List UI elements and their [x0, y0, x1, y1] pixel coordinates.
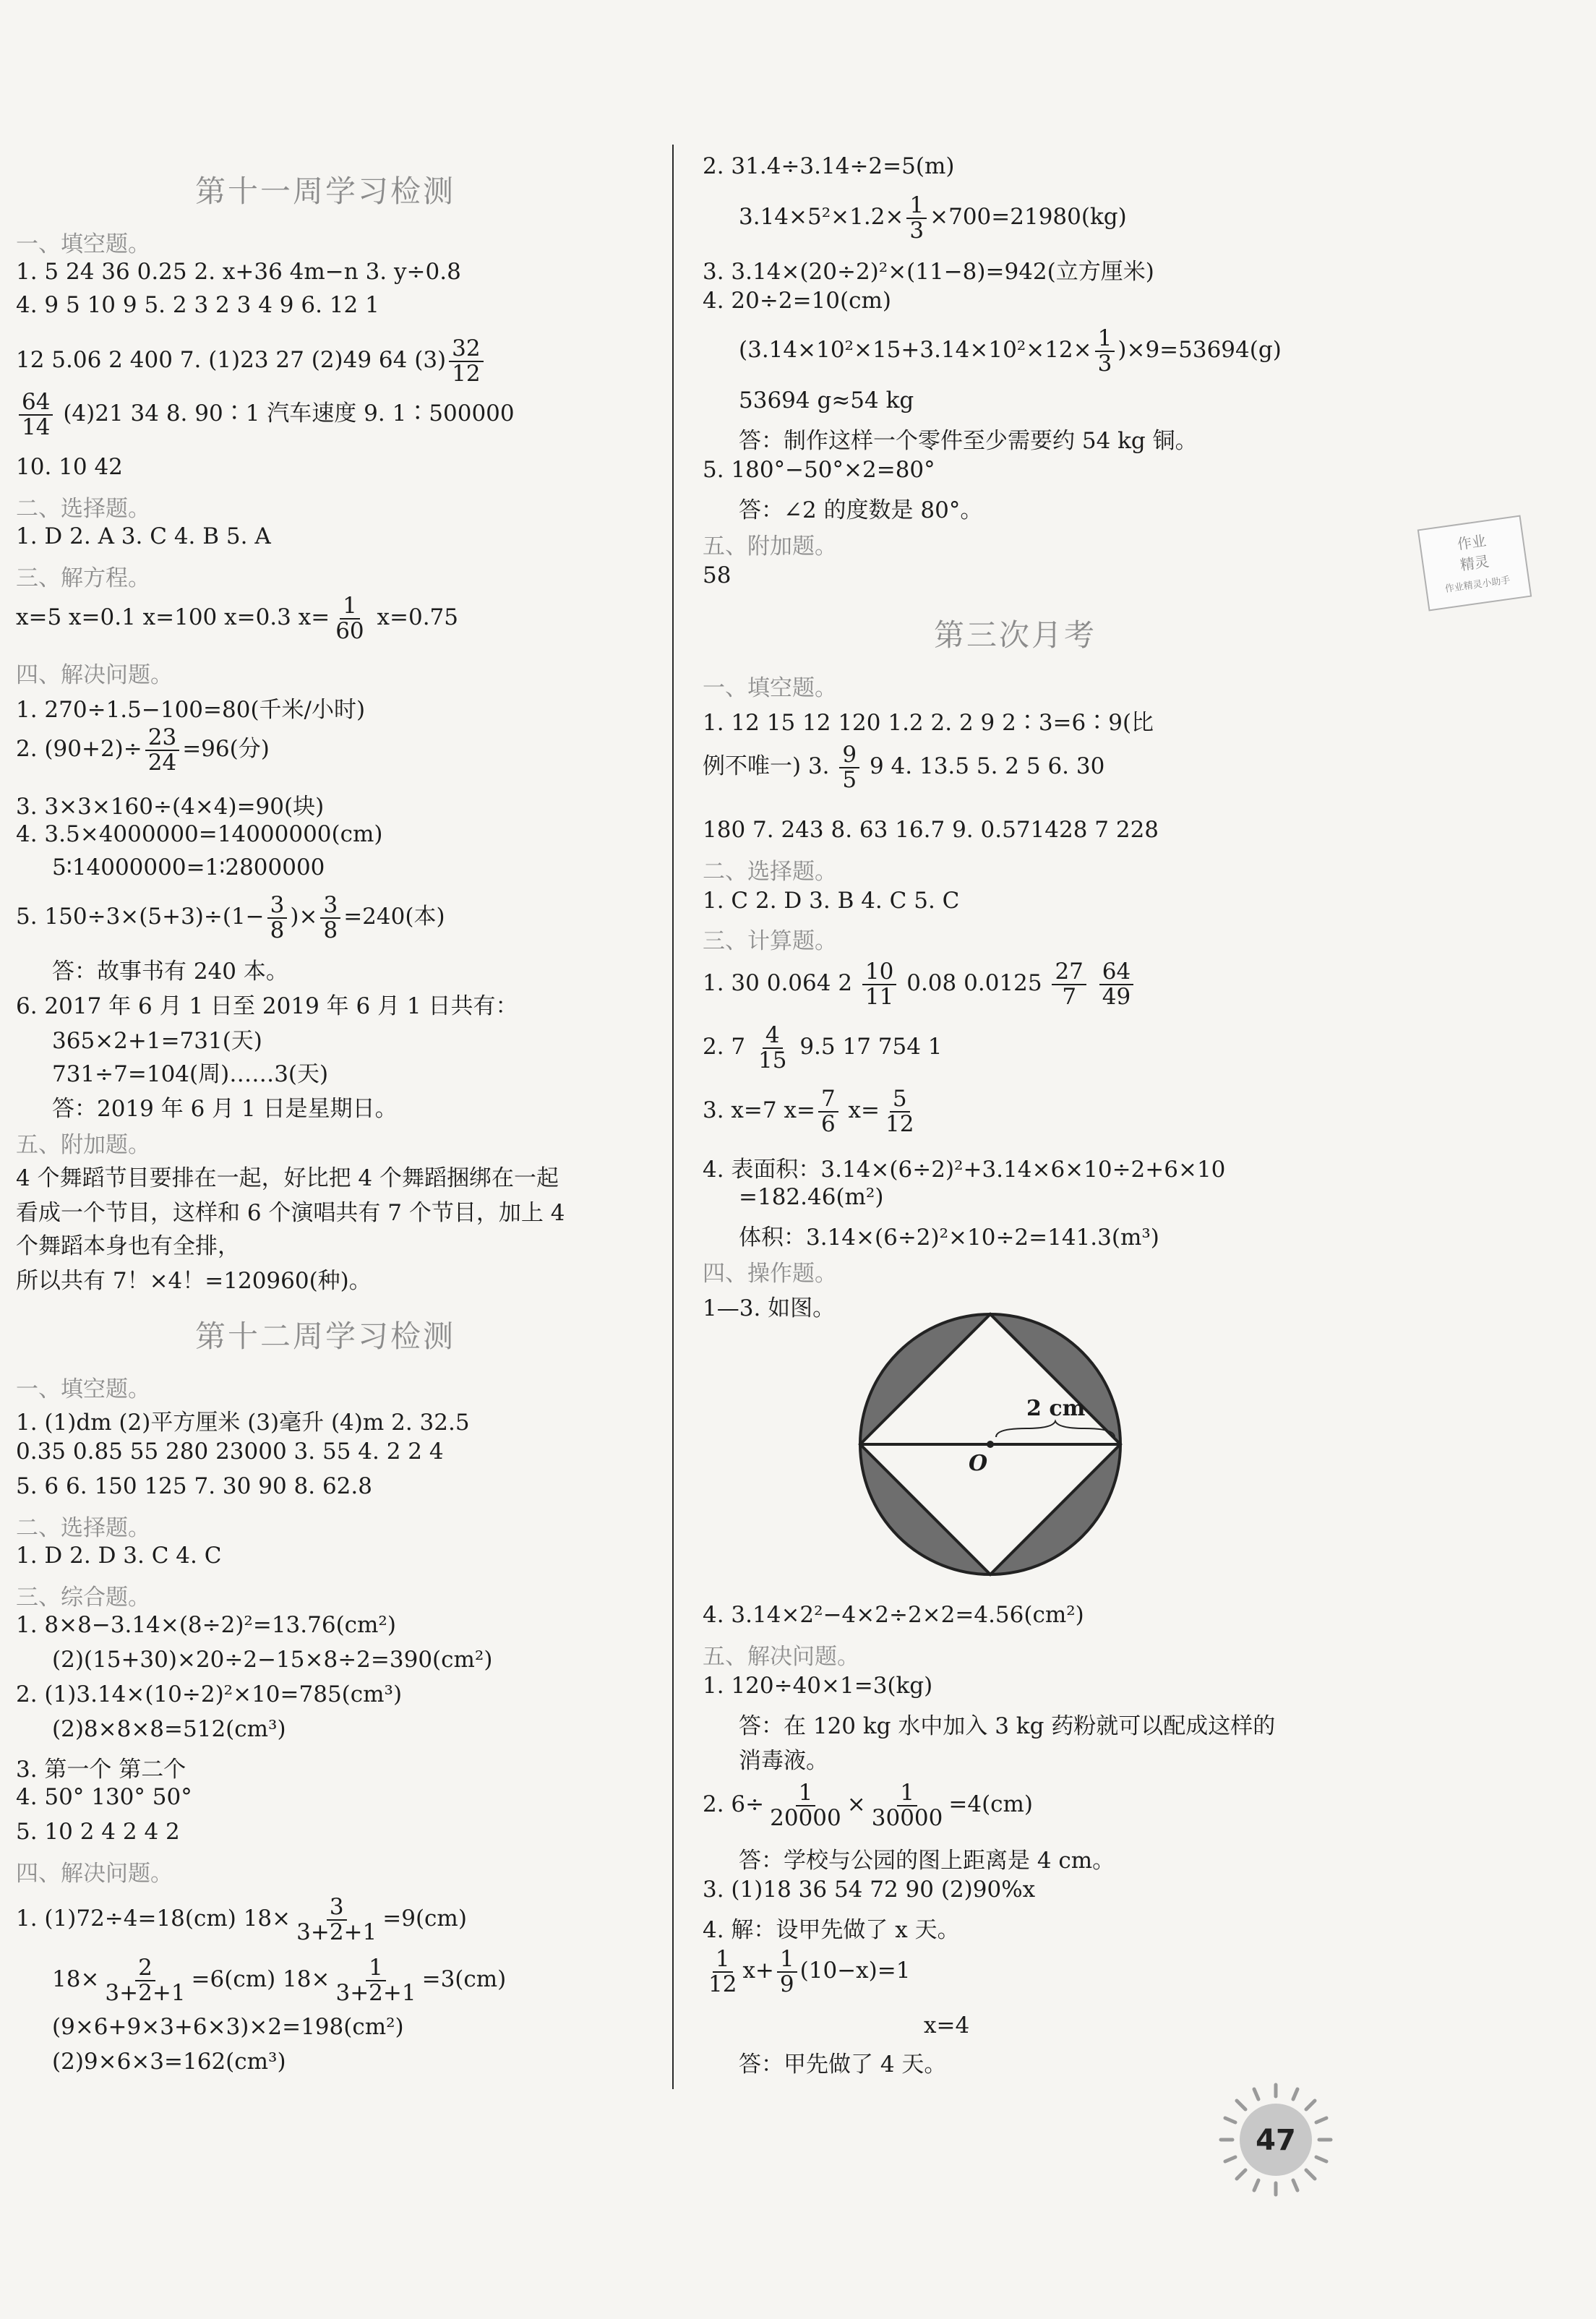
answer-line: 答：2019 年 6 月 1 日是星期日。: [52, 1096, 398, 1122]
answer-line: 1—3. 如图。: [703, 1295, 836, 1321]
fraction: $\frac{64}{49}$: [1099, 960, 1133, 1008]
fraction: $\frac{64}{14}$: [19, 390, 53, 439]
answer-line: 1. (1)dm (2)平方厘米 (3)毫升 (4)m 2. 32.5: [16, 1410, 470, 1436]
answer-line: 3. 第一个 第二个: [16, 1757, 186, 1783]
fraction: $\frac{1}{3}$: [906, 194, 927, 242]
answer-line: 看成一个节目，这样和 6 个演唱共有 7 个节目，加上 4: [16, 1200, 565, 1226]
section-heading: 四、操作题。: [703, 1261, 837, 1287]
fraction: $\frac{10}{11}$: [862, 960, 896, 1008]
fraction: $\frac{5}{12}$: [885, 1086, 914, 1137]
answer-line: $\frac{64}{14}$ (4)21 34 8. 90∶1 汽车速度 9. 1∶500000: [16, 390, 515, 439]
answer-line: (2)9×6×3=162(cm³): [52, 2049, 286, 2075]
answer-line: 12 5.06 2 400 7. (1)23 27 (2)49 64 (3) $\frac{32}{12}$: [16, 337, 486, 385]
answer-line: 1. 12 15 12 120 1.2 2. 2 9 2∶3=6∶9(比: [703, 710, 1154, 736]
fraction: $\frac{4}{15}$: [758, 1022, 787, 1073]
answer-line: 4. 9 5 10 9 5. 2 3 2 3 4 9 6. 12 1: [16, 292, 379, 318]
answer-line: 答：甲先做了 4 天。: [739, 2052, 947, 2078]
answer-line: 1. 270÷1.5−100=80(千米/小时): [16, 697, 366, 723]
section-heading: 五、附加题。: [16, 1132, 150, 1158]
section-heading: 四、解决问题。: [16, 662, 173, 688]
page-number-badge: [1218, 2082, 1334, 2198]
answer-line: 2. 6÷ $\frac{1}{20000}$ × $\frac{1}{30000}$ =4(cm): [703, 1780, 1034, 1831]
answer-line: 58: [703, 562, 732, 588]
answer-line: 6. 2017 年 6 月 1 日至 2019 年 6 月 1 日共有：: [16, 993, 518, 1019]
answer-line: 4. 解：设甲先做了 x 天。: [703, 1917, 960, 1943]
fraction: $\frac{7}{6}$: [818, 1087, 838, 1136]
answer-line: 1. 5 24 36 0.25 2. x+36 4m−n 3. y÷0.8: [16, 259, 461, 285]
answer-line: 5. 10 2 4 2 4 2: [16, 1819, 180, 1845]
answer-line: =182.46(m²): [739, 1184, 884, 1210]
figure-center-label: O: [969, 1451, 988, 1476]
fraction: $\frac{1}{3}$: [1095, 327, 1115, 375]
fraction: $\frac{1}{60}$: [335, 593, 364, 644]
section-title: 第三次月考: [934, 617, 1097, 653]
answer-line: x=4: [924, 2012, 970, 2039]
answer-line: x=5 x=0.1 x=100 x=0.3 x= $\frac{1}{60}$ x=0.75: [16, 593, 458, 644]
section-heading: 五、附加题。: [703, 533, 837, 560]
answer-line: 2. (90+2)÷ $\frac{23}{24}$ =96(分): [16, 724, 270, 776]
section-heading: 五、解决问题。: [703, 1644, 859, 1670]
fraction: $\frac{9}{5}$: [839, 743, 859, 792]
page-number: 47: [1256, 2124, 1296, 2157]
fraction: $\frac{1}{12}$: [708, 1946, 737, 1997]
section-heading: 三、计算题。: [703, 928, 837, 954]
section-heading: 二、选择题。: [703, 859, 837, 885]
answer-line: 答：学校与公园的图上距离是 4 cm。: [739, 1848, 1115, 1874]
watermark-stamp: 作业 精灵 作业精灵小助手: [1417, 515, 1532, 612]
answer-line: 18× $\frac{2}{3+2+1}$ =6(cm) 18× $\frac{1}{3+2+1}$ =3(cm): [52, 1955, 507, 2006]
fraction: $\frac{27}{7}$: [1052, 960, 1086, 1008]
section-heading: 三、综合题。: [16, 1585, 150, 1611]
answer-line: 1. (1)72÷4=18(cm) 18× $\frac{3}{3+2+1}$ =9(cm): [16, 1894, 467, 1945]
answer-line: 2. (1)3.14×(10÷2)²×10=785(cm³): [16, 1681, 403, 1707]
answer-line: 0.35 0.85 55 280 23000 3. 55 4. 2 2 4: [16, 1439, 444, 1465]
answer-line: 5. 180°−50°×2=80°: [703, 457, 935, 483]
answer-line: 180 7. 243 8. 63 16.7 9. 0.571428 7 228: [703, 817, 1159, 843]
answer-line: 2. 31.4÷3.14÷2=5(m): [703, 153, 955, 179]
answer-line: 答：制作这样一个零件至少需要约 54 kg 铜。: [739, 428, 1198, 454]
answer-line: 4. 20÷2=10(cm): [703, 288, 891, 314]
answer-line: 3.14×5²×1.2× $\frac{1}{3}$ ×700=21980(kg): [739, 192, 1127, 244]
answer-line: (9×6+9×3+6×3)×2=198(cm²): [52, 2014, 404, 2040]
section-heading: 二、选择题。: [16, 1515, 150, 1541]
section-heading: 二、选择题。: [16, 496, 150, 522]
answer-line: 2. 7 $\frac{4}{15}$ 9.5 17 754 1: [703, 1022, 943, 1073]
answer-line: 5. 150÷3×(5+3)÷(1− $\frac{3}{8}$ )× $\frac{3}{8}$ =240(本): [16, 892, 445, 943]
section-heading: 三、解方程。: [16, 565, 150, 591]
figure-length-label: 2 cm: [1026, 1396, 1086, 1421]
answer-line: 4. 50° 130° 50°: [16, 1784, 192, 1810]
section-title: 第十二周学习检测: [195, 1319, 456, 1354]
answer-line: 所以共有 7！×4！=120960(种)。: [16, 1268, 372, 1294]
fraction: $\frac{1}{3+2+1}$: [335, 1955, 416, 2006]
fraction: $\frac{23}{24}$: [145, 726, 179, 774]
answer-line: (2)(15+30)×20÷2−15×8÷2=390(cm²): [52, 1647, 493, 1673]
answer-line: 答：故事书有 240 本。: [52, 959, 288, 985]
fraction: $\frac{1}{9}$: [777, 1947, 797, 1996]
section-heading: 一、填空题。: [703, 675, 837, 701]
answer-line: 5. 6 6. 150 125 7. 30 90 8. 62.8: [16, 1473, 372, 1499]
answer-line: 10. 10 42: [16, 454, 123, 480]
answer-line: 1. 120÷40×1=3(kg): [703, 1673, 933, 1699]
answer-line: (2)8×8×8=512(cm³): [52, 1716, 286, 1742]
section-title: 第十一周学习检测: [195, 173, 456, 209]
answer-line: 3. 3.14×(20÷2)²×(11−8)=942(立方厘米): [703, 259, 1154, 285]
answer-line: 365×2+1=731(天): [52, 1028, 262, 1054]
answer-line: 体积：3.14×(6÷2)²×10÷2=141.3(m³): [739, 1225, 1159, 1251]
section-heading: 一、填空题。: [16, 1376, 150, 1402]
answer-line: 4 个舞蹈节目要排在一起，好比把 4 个舞蹈捆绑在一起: [16, 1165, 559, 1191]
answer-line: 消毒液。: [739, 1748, 828, 1774]
fraction: $\frac{3}{8}$: [267, 893, 288, 942]
fraction: $\frac{32}{12}$: [449, 337, 483, 385]
answer-line: 例不唯一) 3. $\frac{9}{5}$ 9 4. 13.5 5. 2 5 6. 30: [703, 742, 1105, 793]
fraction: $\frac{2}{3+2+1}$: [105, 1955, 186, 2006]
answer-line: 1. C 2. D 3. B 4. C 5. C: [703, 888, 960, 914]
answer-line: 1. 8×8−3.14×(8÷2)²=13.76(cm²): [16, 1612, 396, 1638]
answer-line: $\frac{1}{12}$ x+ $\frac{1}{9}$ (10−x)=1: [703, 1947, 910, 1996]
answer-line: 1. D 2. A 3. C 4. B 5. A: [16, 523, 271, 549]
section-heading: 四、解决问题。: [16, 1861, 173, 1887]
fraction: $\frac{1}{20000}$: [770, 1780, 841, 1831]
answer-line: 3. (1)18 36 54 72 90 (2)90%x: [703, 1877, 1036, 1903]
section-heading: 一、填空题。: [16, 231, 150, 257]
answer-line: 答：∠2 的度数是 80°。: [739, 497, 983, 523]
answer-line: 4. 3.5×4000000=14000000(cm): [16, 821, 383, 847]
fraction: $\frac{1}{30000}$: [871, 1780, 943, 1831]
answer-line: 5∶14000000=1∶2800000: [52, 854, 325, 880]
answer-line: (3.14×10²×15+3.14×10²×12× $\frac{1}{3}$ )×9=53694(g): [739, 325, 1282, 377]
fraction: $\frac{3}{3+2+1}$: [296, 1894, 377, 1945]
answer-line: 个舞蹈本身也有全排，: [16, 1233, 240, 1259]
answer-line: 3. x=7 x= $\frac{7}{6}$ x= $\frac{5}{12}$: [703, 1087, 919, 1136]
answer-line: 4. 3.14×2²−4×2÷2×2=4.56(cm²): [703, 1602, 1084, 1628]
answer-line: 1. D 2. D 3. C 4. C: [16, 1543, 222, 1569]
answer-line: 答：在 120 kg 水中加入 3 kg 药粉就可以配成这样的: [739, 1713, 1276, 1739]
answer-line: 53694 g≈54 kg: [739, 387, 914, 413]
column-divider: [672, 145, 674, 2089]
answer-line: 3. 3×3×160÷(4×4)=90(块): [16, 794, 325, 820]
circle-square-figure: [853, 1307, 1128, 1582]
answer-line: 731÷7=104(周)……3(天): [52, 1061, 329, 1087]
answer-line: 4. 表面积：3.14×(6÷2)²+3.14×6×10÷2+6×10: [703, 1157, 1226, 1183]
fraction: $\frac{3}{8}$: [320, 893, 340, 942]
answer-line: 1. 30 0.064 2 $\frac{10}{11}$ 0.08 0.0125 $\frac{27}{7}$ $\frac{64}{49}$: [703, 960, 1136, 1008]
